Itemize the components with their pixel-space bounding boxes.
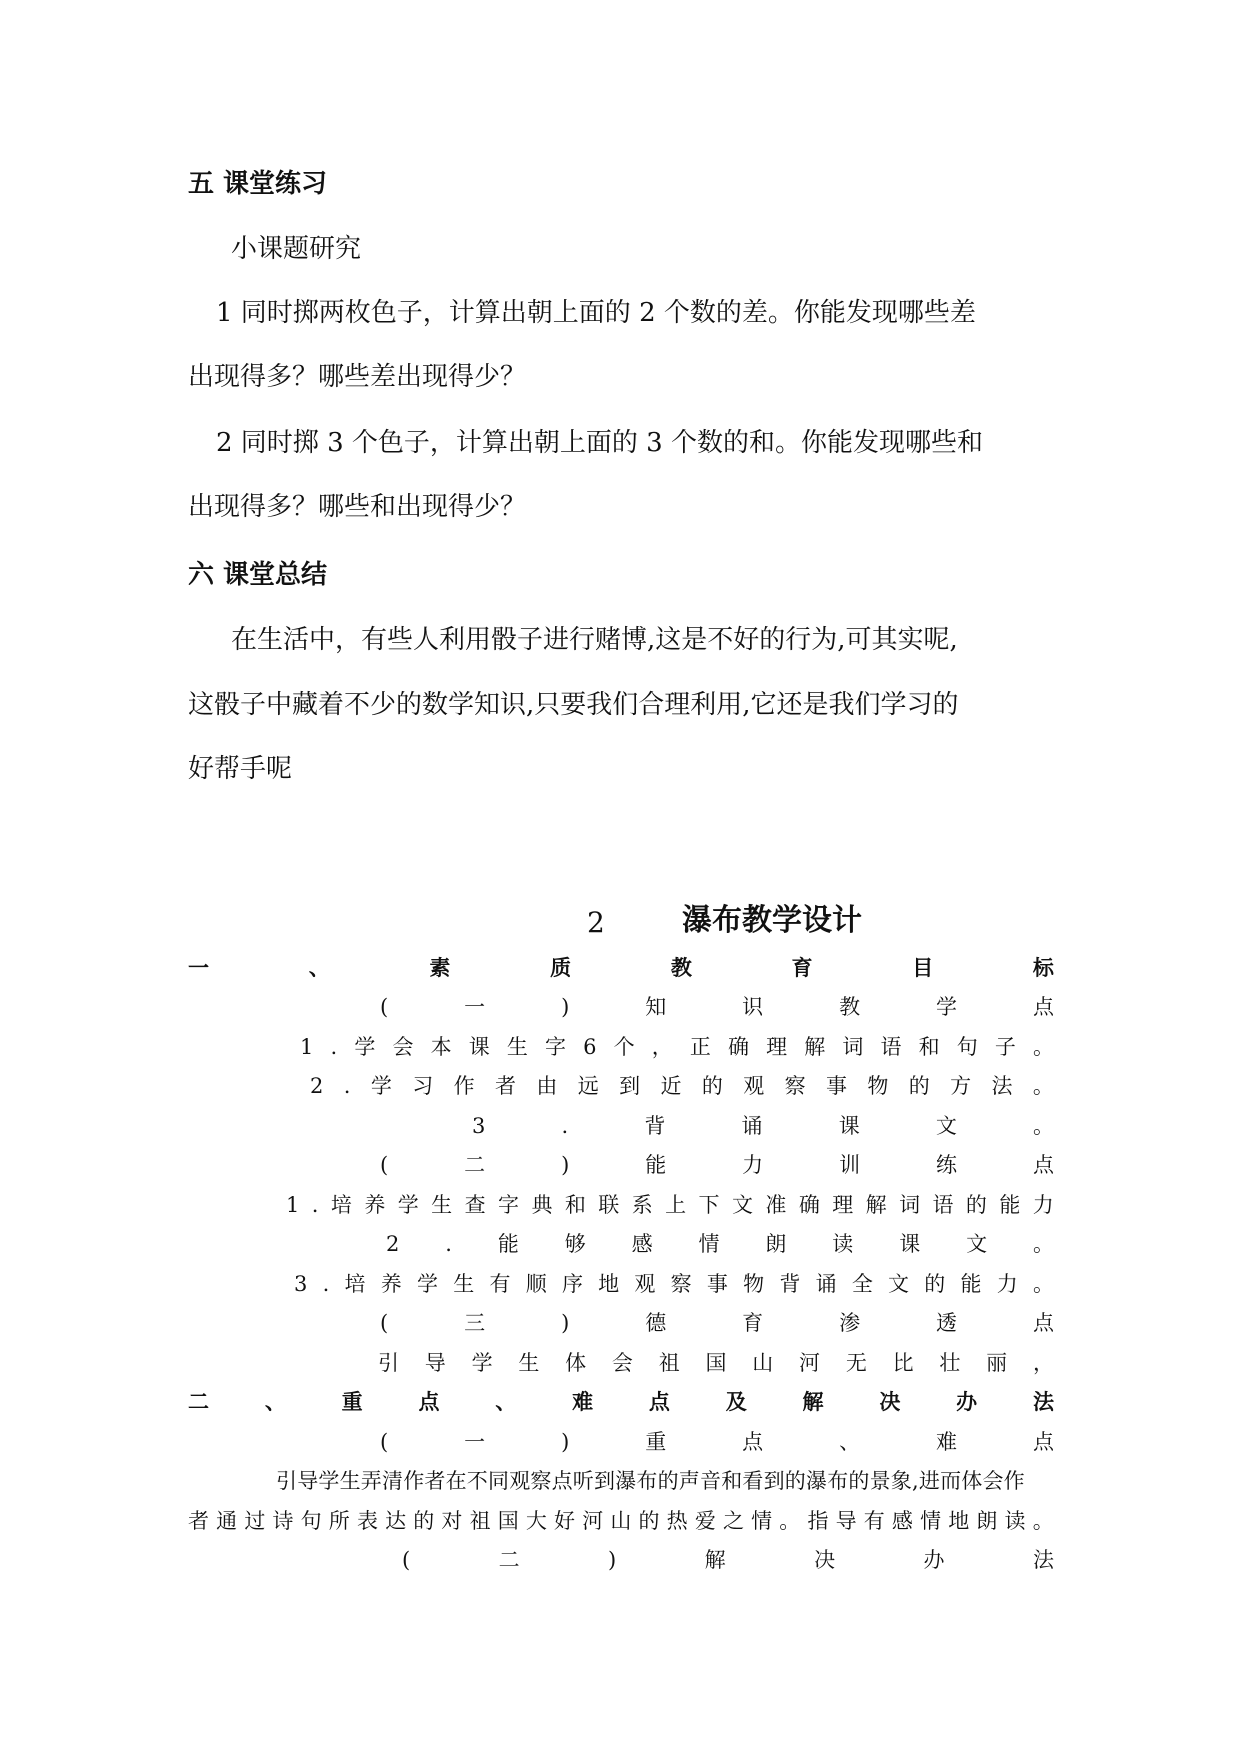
key-points-heading: [188, 1387, 1054, 1417]
spread-char: 够: [564, 1232, 586, 1256]
spread-char: 壮: [939, 1351, 961, 1375]
spread-char: 目: [912, 956, 934, 980]
spread-char: 读: [1004, 1509, 1026, 1533]
spread-char: 好: [554, 1509, 576, 1533]
ability-item-1: [286, 1190, 1054, 1220]
spread-char: 。: [1032, 1035, 1054, 1059]
spread-char: 字: [544, 1035, 566, 1059]
spread-char: 练: [936, 1153, 958, 1177]
spread-char: 河: [799, 1351, 821, 1375]
spread-char: 近: [660, 1074, 682, 1098]
spread-char: 感: [891, 1509, 913, 1533]
spread-char: ): [561, 995, 570, 1019]
spread-char: 能: [960, 1272, 982, 1296]
spread-char: 会: [611, 1351, 633, 1375]
spread-char: 二: [464, 1153, 486, 1177]
spread-char: 无: [845, 1351, 867, 1375]
spread-char: 、: [839, 1430, 861, 1454]
spread-char: 地: [598, 1272, 620, 1296]
spread-char: 句: [956, 1035, 978, 1059]
question-2-line-2: 出现得多？哪些和出现得少？: [188, 492, 527, 522]
spread-char: 法: [1032, 1548, 1054, 1572]
spread-char: 的: [924, 1272, 946, 1296]
spread-char: 能: [497, 1232, 519, 1256]
spread-char: 育: [742, 1311, 764, 1335]
spread-char: 培: [330, 1193, 352, 1217]
spread-char: 。: [779, 1509, 801, 1533]
key-difficult-line-1: 引导学生弄清作者在不同观察点听到瀑布的声音和看到的瀑布的景象,进而体会作: [276, 1469, 1025, 1493]
spread-char: 过: [244, 1509, 266, 1533]
spread-char: 观: [634, 1272, 656, 1296]
spread-char: 指: [807, 1509, 829, 1533]
spread-char: 的: [908, 1074, 930, 1098]
spread-char: 河: [582, 1509, 604, 1533]
spread-char: 生: [518, 1351, 540, 1375]
spread-char: 朗: [976, 1509, 998, 1533]
spread-char: 点: [1032, 1430, 1054, 1454]
spread-char: 力: [1032, 1193, 1054, 1217]
spread-char: 养: [364, 1193, 386, 1217]
spread-char: 2: [310, 1074, 324, 1098]
spread-char: 本: [430, 1035, 452, 1059]
spread-char: ，: [651, 1035, 673, 1059]
spread-char: 知: [645, 995, 667, 1019]
spread-char: 。: [1033, 1114, 1054, 1138]
spread-char: 国: [497, 1509, 519, 1533]
spread-char: 标: [1032, 956, 1054, 980]
spread-char: 力: [996, 1272, 1018, 1296]
spread-char: 和: [564, 1193, 586, 1217]
spread-char: 生: [453, 1272, 475, 1296]
spread-char: 典: [531, 1193, 553, 1217]
spread-char: 顺: [525, 1272, 547, 1296]
spread-char: 3: [472, 1114, 486, 1138]
spread-char: 方: [950, 1074, 972, 1098]
spread-char: 学: [354, 1035, 376, 1059]
spread-char: 解: [704, 1548, 726, 1572]
spread-char: 理: [766, 1035, 788, 1059]
spread-char: .: [445, 1232, 452, 1256]
spread-char: 上: [665, 1193, 687, 1217]
spread-char: 。: [1032, 1232, 1054, 1256]
moral-item-1: [378, 1348, 1054, 1378]
question-1-line-2: 出现得多？哪些差出现得少？: [188, 362, 527, 392]
spread-char: 感: [631, 1232, 653, 1256]
spread-char: 素: [429, 956, 451, 980]
spread-char: 教: [670, 956, 692, 980]
spread-char: 山: [752, 1351, 774, 1375]
summary-line-2: 这骰子中藏着不少的数学知识,只要我们合理利用,它还是我们学习的: [188, 690, 959, 720]
spread-char: 重: [645, 1430, 667, 1454]
goal-heading: [188, 953, 1054, 983]
moral-heading: [380, 1308, 1054, 1338]
spread-char: 背: [644, 1114, 666, 1138]
summary-line-3: 好帮手呢: [188, 754, 293, 784]
spread-char: 有: [863, 1509, 885, 1533]
spread-char: 学: [417, 1272, 438, 1296]
solution-heading: [402, 1545, 1054, 1575]
spread-char: .: [343, 1074, 351, 1098]
spread-char: 爱: [694, 1509, 716, 1533]
spread-char: 所: [328, 1509, 350, 1533]
spread-char: 质: [550, 956, 572, 980]
spread-char: 办: [923, 1548, 945, 1572]
spread-char: 个: [613, 1035, 635, 1059]
spread-char: 生: [431, 1193, 453, 1217]
spread-char: 背: [779, 1272, 801, 1296]
spread-char: 解: [804, 1035, 826, 1059]
spread-char: 体: [565, 1351, 587, 1375]
spread-char: 情: [751, 1509, 773, 1533]
spread-char: 办: [956, 1390, 978, 1414]
spread-char: 诵: [815, 1272, 837, 1296]
spread-char: 观: [743, 1074, 765, 1098]
spread-char: 点: [1032, 995, 1054, 1019]
spread-char: 。: [1032, 1074, 1054, 1098]
spread-char: (: [380, 1430, 389, 1454]
spread-char: 课: [468, 1035, 490, 1059]
spread-char: 国: [705, 1351, 727, 1375]
spread-char: 法: [1032, 1390, 1054, 1414]
spread-char: 决: [879, 1390, 901, 1414]
spread-char: 点: [742, 1430, 764, 1454]
summary-line-1: 在生活中，有些人利用骰子进行赌博,这是不好的行为,可其实呢,: [231, 625, 958, 655]
spread-char: 培: [344, 1272, 366, 1296]
spread-char: 的: [701, 1074, 723, 1098]
spread-char: 育: [791, 956, 813, 980]
spread-char: 序: [561, 1272, 583, 1296]
spread-char: 文: [731, 1193, 753, 1217]
spread-char: ): [561, 1311, 570, 1335]
spread-char: 法: [991, 1074, 1013, 1098]
spread-char: 识: [742, 995, 764, 1019]
spread-char: 1: [286, 1193, 300, 1217]
spread-char: 引: [378, 1351, 399, 1375]
spread-char: 一: [464, 995, 486, 1019]
spread-char: 一: [464, 1430, 486, 1454]
spread-char: 物: [743, 1272, 765, 1296]
spread-char: 朗: [765, 1232, 787, 1256]
subheading-small-research: 小课题研究: [231, 234, 362, 264]
question-1-line-1: 1 同时掷两枚色子，计算出朝上面的 2 个数的差。你能发现哪些差: [216, 298, 976, 328]
spread-char: 的: [413, 1509, 435, 1533]
spread-char: 能: [645, 1153, 667, 1177]
spread-char: ，: [1032, 1351, 1054, 1375]
spread-char: 3: [294, 1272, 308, 1296]
spread-char: 点: [1032, 1311, 1054, 1335]
spread-char: 事: [825, 1074, 847, 1098]
spread-char: 课: [838, 1114, 860, 1138]
question-2-line-1: 2 同时掷 3 个色子，计算出朝上面的 3 个数的和。你能发现哪些和: [216, 428, 983, 458]
spread-char: 文: [966, 1232, 988, 1256]
spread-char: 生: [506, 1035, 528, 1059]
spread-char: 解: [865, 1193, 887, 1217]
spread-char: 到: [619, 1074, 641, 1098]
spread-char: 教: [839, 995, 861, 1019]
spread-char: 情: [698, 1232, 720, 1256]
spread-char: 2: [386, 1232, 400, 1256]
spread-char: (: [380, 1311, 389, 1335]
spread-char: 之: [722, 1509, 744, 1533]
spread-char: 点: [418, 1390, 440, 1414]
spread-char: 和: [918, 1035, 940, 1059]
spread-char: 者: [494, 1074, 516, 1098]
lesson-title: 瀑布教学设计: [682, 903, 862, 938]
knowledge-item-1: [300, 1032, 1054, 1062]
knowledge-item-2: [310, 1071, 1054, 1101]
spread-char: 者: [188, 1509, 209, 1533]
spread-char: (: [402, 1548, 411, 1572]
spread-char: 解: [802, 1390, 824, 1414]
spread-char: 、: [308, 956, 330, 980]
spread-char: 重: [341, 1390, 363, 1414]
spread-char: 丽: [986, 1351, 1008, 1375]
spread-char: .: [561, 1114, 569, 1138]
spread-char: (: [380, 995, 389, 1019]
spread-char: 察: [670, 1272, 692, 1296]
spread-char: 诗: [272, 1509, 294, 1533]
spread-char: 系: [631, 1193, 653, 1217]
spread-char: 会: [392, 1035, 414, 1059]
spread-char: 课: [899, 1232, 921, 1256]
spread-char: 决: [814, 1548, 836, 1572]
spread-char: ): [608, 1548, 617, 1572]
spread-char: 子: [994, 1035, 1016, 1059]
spread-char: .: [322, 1272, 330, 1296]
spread-char: 确: [798, 1193, 820, 1217]
spread-char: 联: [598, 1193, 620, 1217]
spread-char: 难: [936, 1430, 958, 1454]
spread-char: 6: [583, 1035, 597, 1059]
lesson-number: 2: [587, 906, 605, 939]
spread-char: 物: [867, 1074, 889, 1098]
section-heading-summary: 六 课堂总结: [188, 560, 328, 590]
spread-char: 正: [689, 1035, 711, 1059]
spread-char: 1: [300, 1035, 314, 1059]
spread-char: 山: [610, 1509, 632, 1533]
spread-char: 远: [577, 1074, 599, 1098]
spread-char: 理: [832, 1193, 854, 1217]
knowledge-item-3: [472, 1111, 1054, 1141]
spread-char: 文: [935, 1114, 957, 1138]
key-difficult-line-2: [188, 1506, 1054, 1536]
spread-char: 能: [999, 1193, 1021, 1217]
spread-char: 文: [888, 1272, 910, 1296]
spread-char: 对: [441, 1509, 463, 1533]
spread-char: 、: [264, 1390, 286, 1414]
knowledge-heading: [380, 992, 1054, 1022]
spread-char: 语: [880, 1035, 902, 1059]
spread-char: 。: [1032, 1272, 1054, 1296]
spread-char: 一: [188, 956, 209, 980]
spread-char: 三: [464, 1311, 486, 1335]
spread-char: 达: [385, 1509, 407, 1533]
spread-char: 下: [698, 1193, 720, 1217]
spread-char: 准: [765, 1193, 787, 1217]
ability-heading: [380, 1150, 1054, 1180]
spread-char: 导: [424, 1351, 446, 1375]
spread-char: ): [561, 1153, 570, 1177]
spread-char: 二: [188, 1390, 209, 1414]
section-heading-practice: 五 课堂练习: [188, 169, 328, 199]
spread-char: 地: [948, 1509, 970, 1533]
spread-char: 祖: [658, 1351, 680, 1375]
spread-char: 的: [965, 1193, 987, 1217]
spread-char: 察: [784, 1074, 806, 1098]
spread-char: 全: [851, 1272, 873, 1296]
spread-char: 学: [370, 1074, 392, 1098]
spread-char: 大: [525, 1509, 547, 1533]
ability-item-3: [294, 1269, 1054, 1299]
spread-char: 透: [936, 1311, 958, 1335]
spread-char: 情: [920, 1509, 942, 1533]
key-difficult-heading: [380, 1427, 1054, 1457]
spread-char: 习: [412, 1074, 434, 1098]
spread-char: 作: [453, 1074, 475, 1098]
spread-char: (: [380, 1153, 389, 1177]
spread-char: ): [561, 1430, 570, 1454]
spread-char: 养: [380, 1272, 402, 1296]
spread-char: 字: [498, 1193, 520, 1217]
spread-char: 点: [648, 1390, 670, 1414]
spread-char: 难: [572, 1390, 594, 1414]
spread-char: 词: [842, 1035, 864, 1059]
spread-char: 表: [356, 1509, 378, 1533]
spread-char: 的: [638, 1509, 660, 1533]
spread-char: 查: [464, 1193, 486, 1217]
spread-char: 学: [397, 1193, 419, 1217]
spread-char: 渗: [839, 1311, 861, 1335]
spread-char: 确: [727, 1035, 749, 1059]
spread-char: 训: [839, 1153, 861, 1177]
spread-char: 力: [742, 1153, 764, 1177]
spread-char: .: [330, 1035, 338, 1059]
spread-char: 通: [216, 1509, 238, 1533]
spread-char: 德: [645, 1311, 667, 1335]
spread-char: 词: [899, 1193, 921, 1217]
spread-char: 学: [471, 1351, 493, 1375]
spread-char: 祖: [469, 1509, 491, 1533]
spread-char: 二: [498, 1548, 520, 1572]
spread-char: 比: [892, 1351, 914, 1375]
spread-char: 由: [536, 1074, 558, 1098]
spread-char: 学: [936, 995, 958, 1019]
spread-char: 热: [666, 1509, 688, 1533]
spread-char: 事: [706, 1272, 728, 1296]
spread-char: 、: [495, 1390, 517, 1414]
spread-char: 语: [932, 1193, 954, 1217]
spread-char: 有: [489, 1272, 511, 1296]
spread-char: 诵: [741, 1114, 763, 1138]
spread-char: 句: [300, 1509, 322, 1533]
spread-char: 导: [835, 1509, 857, 1533]
spread-char: 点: [1032, 1153, 1054, 1177]
spread-char: 及: [725, 1390, 747, 1414]
spread-char: .: [311, 1193, 319, 1217]
ability-item-2: [386, 1229, 1054, 1259]
spread-char: 读: [832, 1232, 854, 1256]
spread-char: 。: [1032, 1509, 1054, 1533]
